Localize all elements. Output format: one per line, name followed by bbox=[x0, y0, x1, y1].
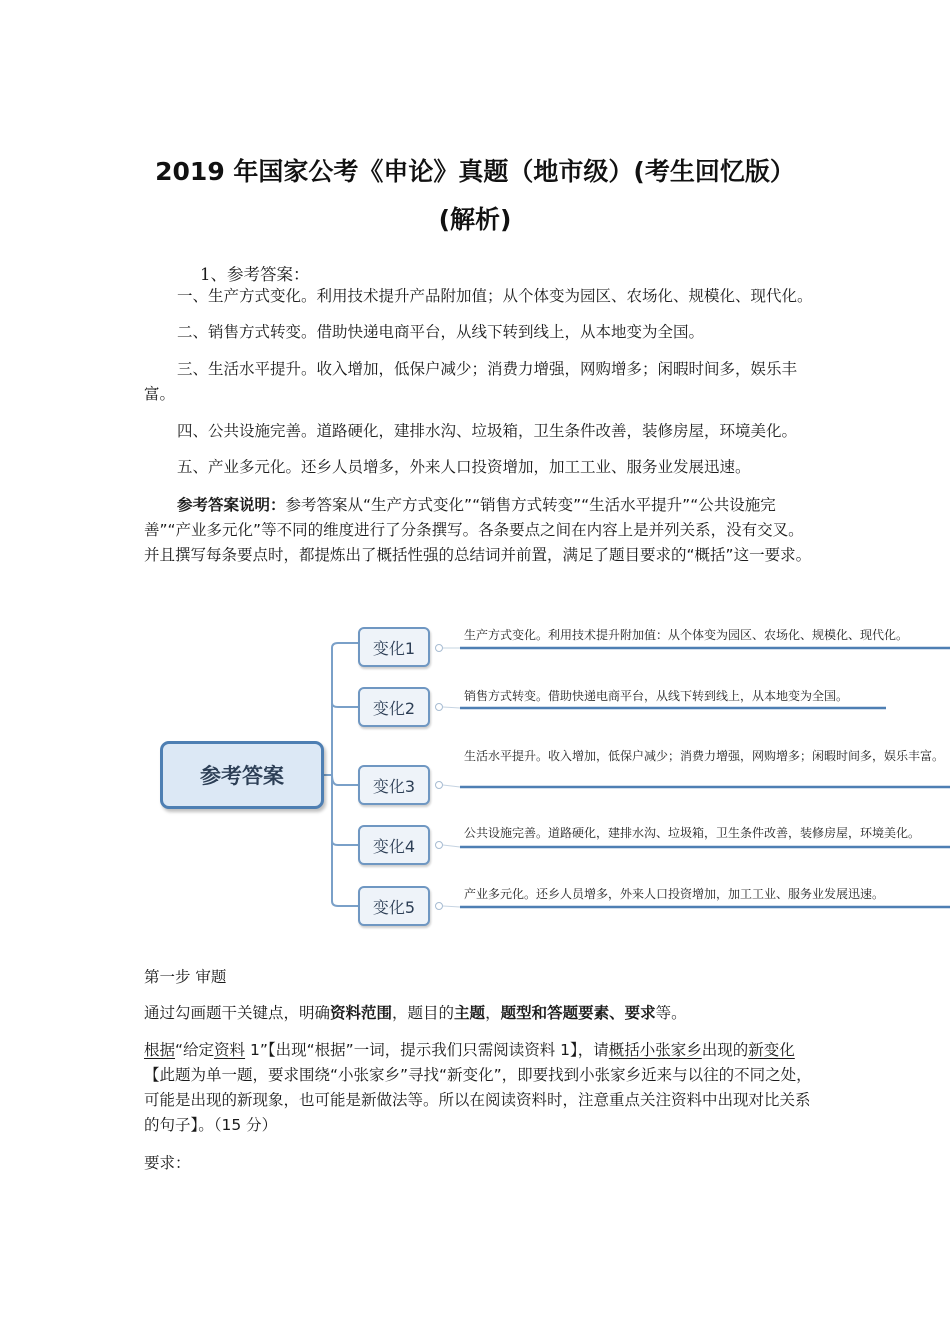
answer-item-2: 二、销售方式转变。借助快递电商平台，从线下转到线上，从本地变为全国。 bbox=[177, 323, 705, 341]
question-text-1: “给定 bbox=[175, 1041, 215, 1059]
mindmap-branch-3: 变化3 bbox=[358, 765, 430, 805]
explanation-text: 参考答案从“生产方式变化”“销售方式转变”“生活水平提升”“公共设施完善”“产业多元化”等不同的维度进行了分条撰写。各条要点之间在内容上是并列关系，没有交叉。并且撰写每条要点时，都提炼出了概括性强的总结词并前置，满足了题目要求的“概括”这一要求。 bbox=[144, 496, 812, 564]
mindmap-branch-5: 变化5 bbox=[358, 886, 430, 926]
page-title: 2019 年国家公考《申论》真题（地市级）(考生回忆版） bbox=[155, 157, 795, 186]
mindmap-branch-1: 变化1 bbox=[358, 627, 430, 667]
mindmap-leaf-3: 生活水平提升。收入增加，低保户减少；消费力增强，网购增多；闲暇时间多，娱乐丰富。 bbox=[464, 749, 945, 763]
step1-intro bbox=[144, 1001, 814, 1026]
question-underline-1: 根据 bbox=[144, 1041, 176, 1059]
answer-item-5: 五、产业多元化。还乡人员增多，外来人口投资增加，加工工业、服务业发展迅速。 bbox=[177, 458, 751, 476]
intro-bold-topic: 主题 bbox=[454, 1004, 486, 1022]
mindmap-leaf-1: 生产方式变化。利用技术提升附加值：从个体变为园区、农场化、规模化、现代化。 bbox=[464, 628, 909, 642]
answer-heading: 1、参考答案： bbox=[200, 265, 310, 284]
intro-text-a: 通过勾画题干关键点，明确 bbox=[144, 1004, 331, 1022]
requirements-label: 要求： bbox=[144, 1154, 191, 1172]
intro-text-c: ，题目的 bbox=[392, 1004, 455, 1022]
intro-bold-range: 资料范围 bbox=[330, 1004, 393, 1022]
answer-item-3: 三、生活水平提升。收入增加，低保户减少；消费力增强，网购增多；闲暇时间多，娱乐丰富。 bbox=[144, 360, 798, 403]
intro-text-d: ， bbox=[485, 1004, 501, 1022]
intro-text-e: 等。 bbox=[655, 1004, 687, 1022]
intro-bold-type: 题型和答题要素、要求 bbox=[500, 1004, 656, 1022]
page-subtitle: (解析) bbox=[438, 205, 512, 234]
mindmap-leaf-2: 销售方式转变。借助快递电商平台，从线下转到线上，从本地变为全国。 bbox=[464, 689, 849, 703]
mindmap-branch-4: 变化4 bbox=[358, 825, 430, 865]
question-text bbox=[144, 1038, 814, 1138]
question-underline-3: 概括小张家乡 bbox=[608, 1041, 702, 1059]
question-text-4: 【此题为单一题，要求围绕“小张家乡”寻找“新变化”，即要找到小张家乡近来与以往的不同之处，可能是出现的新现象，也可能是新做法等。所以在阅读资料时，注意重点关注资料中出现对比关系的句子】。（15 分） bbox=[144, 1066, 812, 1134]
question-underline-4: 新变化 bbox=[748, 1041, 795, 1059]
question-text-2: 1”【出现“根据”一词，提示我们只需阅读资料 1】，请 bbox=[245, 1041, 609, 1059]
question-underline-2: 资料 bbox=[214, 1041, 246, 1059]
answer-item-4: 四、公共设施完善。道路硬化，建排水沟、垃圾箱，卫生条件改善，装修房屋，环境美化。 bbox=[177, 422, 798, 440]
answer-explanation bbox=[144, 493, 814, 568]
mindmap-leaf-5: 产业多元化。还乡人员增多，外来人口投资增加，加工工业、服务业发展迅速。 bbox=[464, 887, 885, 901]
question-text-3: 出现的 bbox=[701, 1041, 749, 1059]
mindmap-leaf-4: 公共设施完善。道路硬化，建排水沟、垃圾箱，卫生条件改善，装修房屋，环境美化。 bbox=[464, 826, 921, 840]
answer-item-1: 一、生产方式变化。利用技术提升产品附加值；从个体变为园区、农场化、规模化、现代化。 bbox=[177, 287, 813, 305]
step1-heading: 第一步 审题 bbox=[144, 968, 227, 986]
answer-mindmap bbox=[150, 615, 950, 945]
mindmap-root: 参考答案 bbox=[160, 741, 324, 809]
explanation-label: 参考答案说明： bbox=[177, 496, 286, 514]
mindmap-branch-2: 变化2 bbox=[358, 687, 430, 727]
